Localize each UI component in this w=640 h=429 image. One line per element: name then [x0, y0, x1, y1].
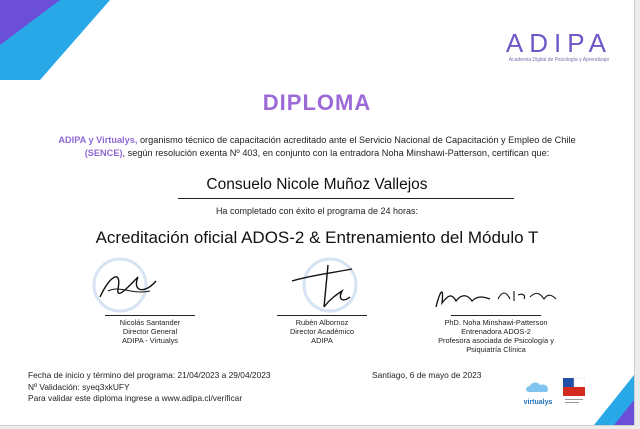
signature-block-1 [60, 255, 240, 345]
intro-part1: organismo técnico de capacitación acreditado ante el Servicio Nacional de Capacitación y Empleo de Chile [137, 135, 576, 145]
course-title: Acreditación oficial ADOS-2 & Entrenamiento del Módulo T [95, 228, 539, 247]
logo-wordmark: ADIPA [505, 28, 612, 58]
virtualys-wordmark: virtualys [523, 399, 553, 406]
diploma-footer-details [28, 370, 271, 405]
signature-2-role: Director Académico [289, 327, 355, 336]
signature-1-image [60, 255, 240, 315]
signature-block-3 [406, 255, 586, 354]
signature-2-org: ADIPA [311, 336, 333, 345]
recipient-name: Consuelo Nicole Muñoz Vallejos [206, 176, 428, 193]
signature-3-extra: Psiquiatría Clínica [466, 345, 526, 354]
signature-1-text [60, 318, 240, 345]
intro-part2: , según resolución exenta Nº 403, en conjunto con la entradora Noha Minshawi-Patterson, certifican que: [122, 148, 550, 158]
corner-decoration-top-left [0, 0, 120, 80]
corner-decoration-bottom-right [534, 355, 634, 425]
recipient-underline [178, 198, 514, 199]
signature-2-image [232, 255, 412, 315]
diploma-title: DIPLOMA [262, 90, 372, 115]
signature-3-role: Entrenadora ADOS-2 [461, 327, 531, 336]
signature-3-image [406, 255, 586, 315]
intro-paragraph [40, 134, 594, 160]
signature-3-org: Profesora asociada de Psicología y [438, 336, 554, 345]
signature-2-text [232, 318, 412, 345]
signature-3-name: PhD. Noha Minshawi-Patterson [444, 318, 548, 327]
signature-2-line [277, 315, 367, 316]
signature-2-name: Rubén Albornoz [295, 318, 349, 327]
signature-1-name: Nicolás Santander [119, 318, 181, 327]
signature-1-org: ADIPA - Virtualys [122, 336, 178, 345]
signature-1-role: Director General [122, 327, 178, 336]
signature-3-line [451, 315, 541, 316]
logo-tagline: Academia Digital de Psicología y Aprendizaje [508, 57, 610, 63]
program-dates: Fecha de inicio y término del programa: 21/04/2023 a 29/04/2023 [28, 370, 271, 380]
signature-1-line [105, 315, 195, 316]
completion-statement: Ha completado con éxito el programa de 24 horas: [215, 206, 419, 216]
intro-sence: (SENCE) [84, 148, 123, 158]
intro-org: ADIPA y Virtualys, [58, 135, 138, 145]
verify-instructions: Para validar este diploma ingrese a www.adipa.cl/verificar [28, 393, 243, 403]
adipa-logo [506, 28, 612, 63]
signature-3-text [406, 318, 586, 354]
validation-number: Nº Validación: syeq3xkUFY [28, 381, 130, 392]
issue-city-date: Santiago, 6 de mayo de 2023 [372, 370, 482, 380]
signature-block-2 [232, 255, 412, 345]
